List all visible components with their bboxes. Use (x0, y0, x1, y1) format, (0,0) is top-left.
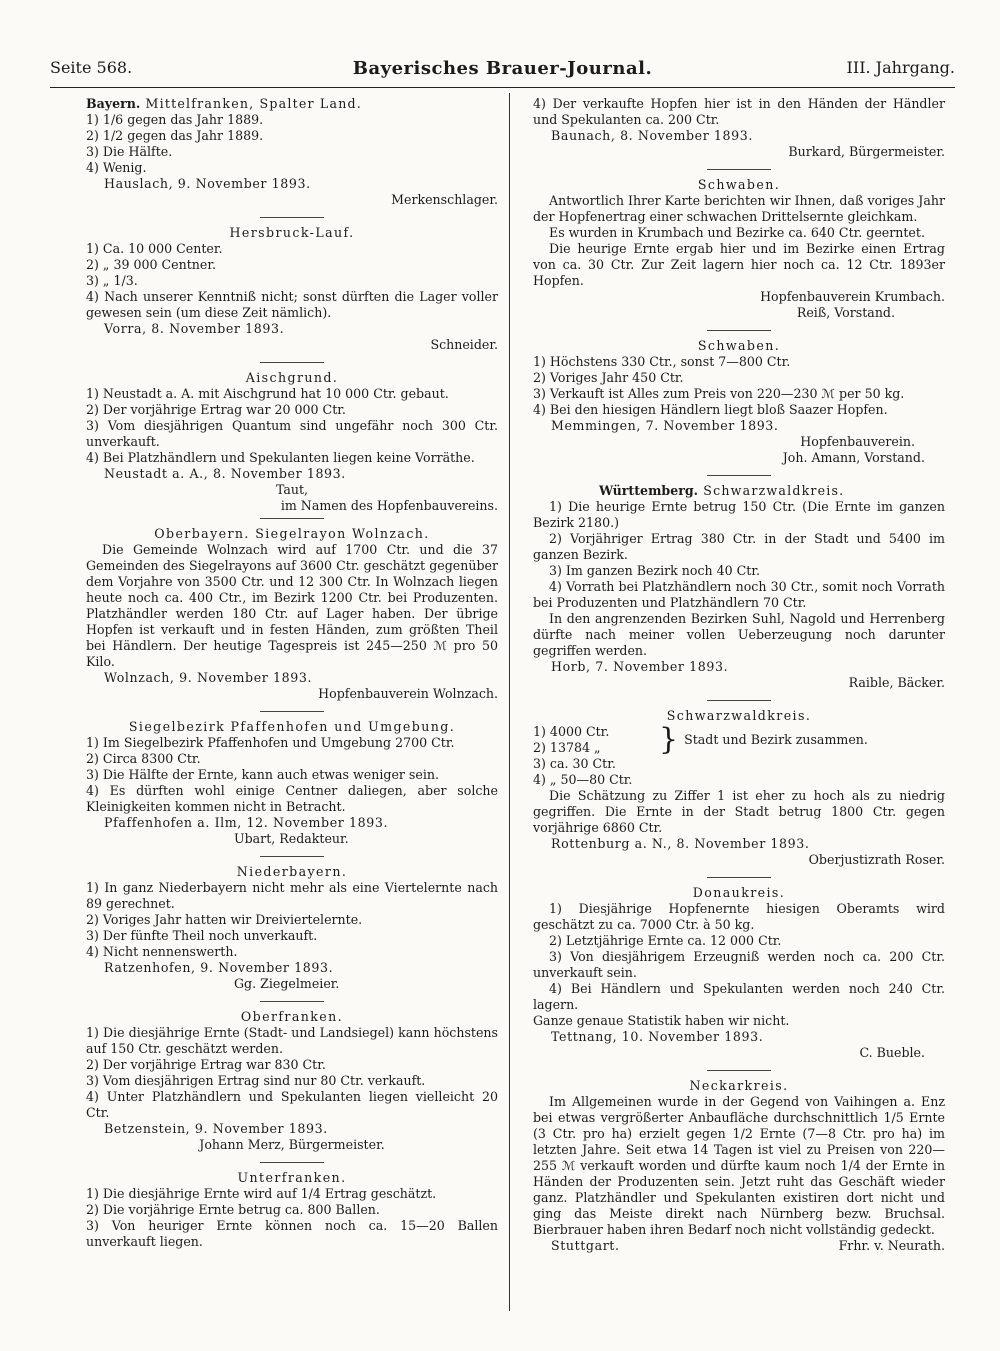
report-unterfranken (86, 1170, 498, 1250)
report-rottenburg (533, 708, 945, 868)
dateline: Betzenstein, 9. November 1893. (104, 1121, 328, 1136)
paragraph: Ganze genaue Statistik haben wir nicht. (533, 1013, 790, 1028)
page-number: Seite 568. (50, 58, 133, 77)
dateline: Ratzenhofen, 9. November 1893. (104, 960, 334, 975)
report-memmingen (533, 338, 945, 466)
list-item: 4) Unter Platzhändlern und Spekulanten liegen vielleicht 20 Ctr. (86, 1089, 498, 1120)
list-item: 1) Diesjährige Hopfenernte hiesigen Oberamts wird geschätzt zu ca. 7000 Ctr. à 50 kg. (533, 901, 945, 932)
paragraph: Die Schätzung zu Ziffer 1 ist eher zu hoch als zu niedrig gegriffen. Die Ernte in der Stadt betrug 1800 Ctr. gegen vorjährige 6860 Ctr. (533, 788, 945, 835)
section-divider (707, 330, 771, 331)
report-wolnzach (86, 526, 498, 702)
list-item: 4) Wenig. (86, 160, 147, 175)
list-item: 4) „ 50—80 Ctr. (533, 772, 633, 787)
report-oberfranken (86, 1009, 498, 1153)
section-heading: Schwaben. (697, 177, 781, 192)
brace-label: Stadt und Bezirk zusammen. (684, 732, 868, 747)
list-item: 1) 1/6 gegen das Jahr 1889. (86, 112, 264, 127)
dateline: Rottenburg a. N., 8. November 1893. (551, 836, 810, 851)
report-pfaffenhofen (86, 719, 498, 847)
section-heading: Schwarzwaldkreis. (666, 708, 812, 723)
list-item: 2) 13784 „ (533, 740, 601, 755)
list-item: 1) Die diesjährige Ernte (Stadt- und Landsiegel) kann höchstens auf 150 Ctr. geschätzt werden. (86, 1025, 498, 1056)
list-item: 4) Bei Platzhändlern und Spekulanten liegen keine Vorräthe. (86, 450, 475, 465)
signature: Johann Merz, Bürgermeister. (199, 1137, 385, 1152)
closing-line (533, 1238, 945, 1254)
signature: Ubart, Redakteur. (234, 831, 349, 846)
list-item: 1) Ca. 10 000 Center. (86, 241, 223, 256)
list-item: 2) Vorjähriger Ertrag 380 Ctr. in der Stadt und 5400 im ganzen Bezirk. (533, 531, 945, 562)
section-heading: Niederbayern. (236, 864, 348, 879)
list-item: 1) Neustadt a. A. mit Aischgrund hat 10 000 Ctr. gebaut. (86, 386, 449, 401)
report-baunach (533, 96, 945, 160)
section-heading: Schwaben. (697, 338, 781, 353)
list-item: 3) Von diesjährigem Erzeugniß werden noch ca. 200 Ctr. unverkauft sein. (533, 949, 945, 980)
report-neckarkreis (533, 1078, 945, 1254)
signature: Gg. Ziegelmeier. (234, 976, 340, 991)
list-item: 2) Der vorjährige Ertrag war 830 Ctr. (86, 1057, 326, 1072)
report-niederbayern (86, 864, 498, 992)
signature: Burkard, Bürgermeister. (788, 144, 945, 159)
section-heading: Neckarkreis. (689, 1078, 789, 1093)
district-label: Mittelfranken, Spalter Land. (145, 96, 362, 111)
signature-line-2: Joh. Amann, Vorstand. (782, 450, 925, 465)
list-item: 3) Vom diesjährigen Quantum sind ungefähr noch 300 Ctr. unverkauft. (86, 418, 498, 449)
section-divider (260, 217, 324, 218)
section-divider (260, 711, 324, 712)
section-heading: Oberbayern. Siegelrayon Wolnzach. (154, 526, 430, 541)
journal-title: Bayerisches Brauer-Journal. (352, 58, 653, 79)
section-heading: Aischgrund. (245, 370, 339, 385)
list-item: 2) Circa 8300 Ctr. (86, 751, 201, 766)
signature: C. Bueble. (859, 1045, 925, 1060)
dateline: Horb, 7. November 1893. (551, 659, 729, 674)
section-divider (260, 362, 324, 363)
section-divider (707, 1070, 771, 1071)
section-heading (86, 96, 498, 112)
list-item: 1) Höchstens 330 Ctr., sonst 7—800 Ctr. (533, 354, 791, 369)
region-label: Württemberg. (599, 483, 699, 498)
list-item: 2) 1/2 gegen das Jahr 1889. (86, 128, 264, 143)
report-aischgrund (86, 370, 498, 514)
section-divider (707, 475, 771, 476)
section-heading: Hersbruck-Lauf. (229, 225, 355, 240)
dateline: Hauslach, 9. November 1893. (104, 176, 311, 191)
signature-line-2: Reiß, Vorstand. (796, 305, 895, 320)
list-item: 2) Letztjährige Ernte ca. 12 000 Ctr. (549, 933, 782, 948)
list-item: 3) Der fünfte Theil noch unverkauft. (86, 928, 318, 943)
list-item: 4) Vorrath bei Platzhändlern noch 30 Ctr., somit noch Vorrath bei Produzenten und Platzhändlern 70 Ctr. (533, 579, 945, 610)
paragraph: Die heurige Ernte ergab hier und im Bezirke einen Ertrag von ca. 30 Ctr. Zur Zeit lagern hier noch ca. 12 Ctr. 1893er Hopfen. (533, 241, 945, 288)
section-divider (260, 856, 324, 857)
region-label: Bayern. (86, 96, 141, 111)
list-item: 1) In ganz Niederbayern nicht mehr als eine Viertelernte nach 89 gerechnet. (86, 880, 498, 911)
column-rule (509, 93, 510, 1311)
section-divider (260, 1162, 324, 1163)
left-column (86, 96, 498, 1250)
section-heading (533, 483, 945, 499)
list-item: 2) Voriges Jahr 450 Ctr. (533, 370, 684, 385)
signature: Raible, Bäcker. (848, 675, 945, 690)
section-divider (707, 700, 771, 701)
list-item: 2) „ 39 000 Centner. (86, 257, 216, 272)
section-heading: Siegelbezirk Pfaffenhofen und Umgebung. (128, 719, 456, 734)
section-divider (260, 518, 324, 519)
list-item: 4) Es dürften wohl einige Centner daliegen, aber solche Kleinigkeiten kommen nicht in Betracht. (86, 783, 498, 814)
section-divider (260, 1001, 324, 1002)
section-heading: Oberfranken. (240, 1009, 344, 1024)
right-column (533, 96, 945, 1254)
list-item: 1) Die diesjährige Ernte wird auf 1/4 Ertrag geschätzt. (86, 1186, 437, 1201)
report-hersbruck (86, 225, 498, 353)
paragraph: Antwortlich Ihrer Karte berichten wir Ihnen, daß voriges Jahr der Hopfenertrag einer schwachen Drittelsernte gleichkam. (533, 193, 945, 224)
list-item: 3) Im ganzen Bezirk noch 40 Ctr. (549, 563, 760, 578)
brace-group (533, 724, 945, 756)
brace-icon: } (659, 722, 679, 757)
list-item: 4) Der verkaufte Hopfen hier ist in den Händen der Händler und Spekulanten ca. 200 Ctr. (533, 96, 945, 127)
dateline: Baunach, 8. November 1893. (551, 128, 753, 143)
signature: Hopfenbauverein. (800, 434, 915, 449)
paragraph: Die Gemeinde Wolnzach wird auf 1700 Ctr. und die 37 Gemeinden des Siegelrayons auf 3600 Ctr. geschätzt gegenüber dem Vorjahre von 3500 Ctr. und 12 300 Ctr. In Wolnzach liegen heute noch ca. 400 Ctr., im Bezirk 1200 Ctr. bei Produzenten. Platzhändler werden 180 Ctr. auf Lager haben. Der übrige Hopfen ist verkauft und in festen Händen, zum größten Theil bei Händlern. Der heutige Tagespreis ist 245—250 ℳ pro 50 Kilo. (86, 542, 498, 669)
paragraph: In den angrenzenden Bezirken Suhl, Nagold und Herrenberg dürfte nach meiner vollen Ueberzeugung noch darunter gegriffen werden. (533, 611, 945, 658)
paragraph: Im Allgemeinen wurde in der Gegend von Vaihingen a. Enz bei etwas vergrößerter Anbaufläche durchschnittlich 1/5 Ernte (3 Ctr. pro ha) erzielt gegen 1/2 Ernte (7—8 Ctr. pro ha) im letzten Jahre. Seit etwa 14 Tagen ist viel zu Preisen von 220—255 ℳ verkauft worden und dürfte kaum noch 1/4 der Ernte in Händen der Produzenten sein. Jetzt ruht das Geschäft wieder ganz. Platzhändler und Spekulanten existiren dort nicht und ging das Meiste direkt nach Nürnberg bezw. Bruchsal. Bierbrauer haben ihren Bedarf noch nicht vollständig gedeckt. (533, 1094, 945, 1237)
dateline: Neustadt a. A., 8. November 1893. (104, 466, 346, 481)
list-item: 2) Der vorjährige Ertrag war 20 000 Ctr. (86, 402, 346, 417)
list-item: 3) Die Hälfte der Ernte, kann auch etwas weniger sein. (86, 767, 439, 782)
list-item: 3) Vom diesjährigen Ertrag sind nur 80 Ctr. verkauft. (86, 1073, 426, 1088)
report-mittelfranken (86, 96, 498, 208)
header-rule (50, 87, 955, 88)
page-header (50, 58, 955, 82)
signature-line-2: im Namen des Hopfenbauvereins. (280, 498, 498, 513)
list-item: 3) Verkauft ist Alles zum Preis von 220—230 ℳ per 50 kg. (533, 386, 905, 401)
section-heading: Donaukreis. (692, 885, 786, 900)
list-item: 3) Die Hälfte. (86, 144, 173, 159)
signature: Frhr. v. Neurath. (838, 1238, 945, 1253)
brace-items (533, 724, 653, 756)
signature: Hopfenbauverein Wolnzach. (318, 686, 498, 701)
list-item: 1) Im Siegelbezirk Pfaffenhofen und Umgebung 2700 Ctr. (86, 735, 455, 750)
paragraph: Es wurden in Krumbach und Bezirke ca. 640 Ctr. geerntet. (549, 225, 925, 240)
dateline: Pfaffenhofen a. Ilm, 12. November 1893. (104, 815, 389, 830)
list-item: 3) Von heuriger Ernte können noch ca. 15—20 Ballen unverkauft liegen. (86, 1218, 498, 1249)
report-krumbach (533, 177, 945, 321)
signature: Taut, (275, 482, 309, 497)
dateline: Vorra, 8. November 1893. (104, 321, 285, 336)
section-divider (707, 169, 771, 170)
dateline: Stuttgart. (551, 1238, 620, 1253)
report-tettnang (533, 885, 945, 1061)
volume-label: III. Jahrgang. (846, 58, 955, 77)
signature: Hopfenbauverein Krumbach. (760, 289, 945, 304)
list-item: 4) Bei den hiesigen Händlern liegt bloß Saazer Hopfen. (533, 402, 888, 417)
dateline: Wolnzach, 9. November 1893. (104, 670, 313, 685)
list-item: 4) Bei Händlern und Spekulanten werden noch 240 Ctr. lagern. (533, 981, 945, 1012)
report-horb (533, 483, 945, 691)
list-item: 4) Nicht nennenswerth. (86, 944, 238, 959)
section-divider (707, 877, 771, 878)
list-item: 1) Die heurige Ernte betrug 150 Ctr. (Die Ernte im ganzen Bezirk 2180.) (533, 499, 945, 530)
district-label: Schwarzwaldkreis. (703, 483, 845, 498)
signature: Merkenschlager. (391, 192, 498, 207)
section-heading: Unterfranken. (237, 1170, 347, 1185)
dateline: Tettnang, 10. November 1893. (551, 1029, 764, 1044)
list-item: 3) „ 1/3. (86, 273, 138, 288)
list-item: 4) Nach unserer Kenntniß nicht; sonst dürften die Lager voller gewesen sein (um diese Zeit nämlich). (86, 289, 498, 320)
list-item: 2) Voriges Jahr hatten wir Dreiviertelernte. (86, 912, 363, 927)
dateline: Memmingen, 7. November 1893. (551, 418, 779, 433)
signature: Schneider. (430, 337, 498, 352)
list-item: 2) Die vorjährige Ernte betrug ca. 800 Ballen. (86, 1202, 380, 1217)
list-item: 1) 4000 Ctr. (533, 724, 610, 739)
signature: Oberjustizrath Roser. (808, 852, 945, 867)
list-item: 3) ca. 30 Ctr. (533, 756, 616, 771)
